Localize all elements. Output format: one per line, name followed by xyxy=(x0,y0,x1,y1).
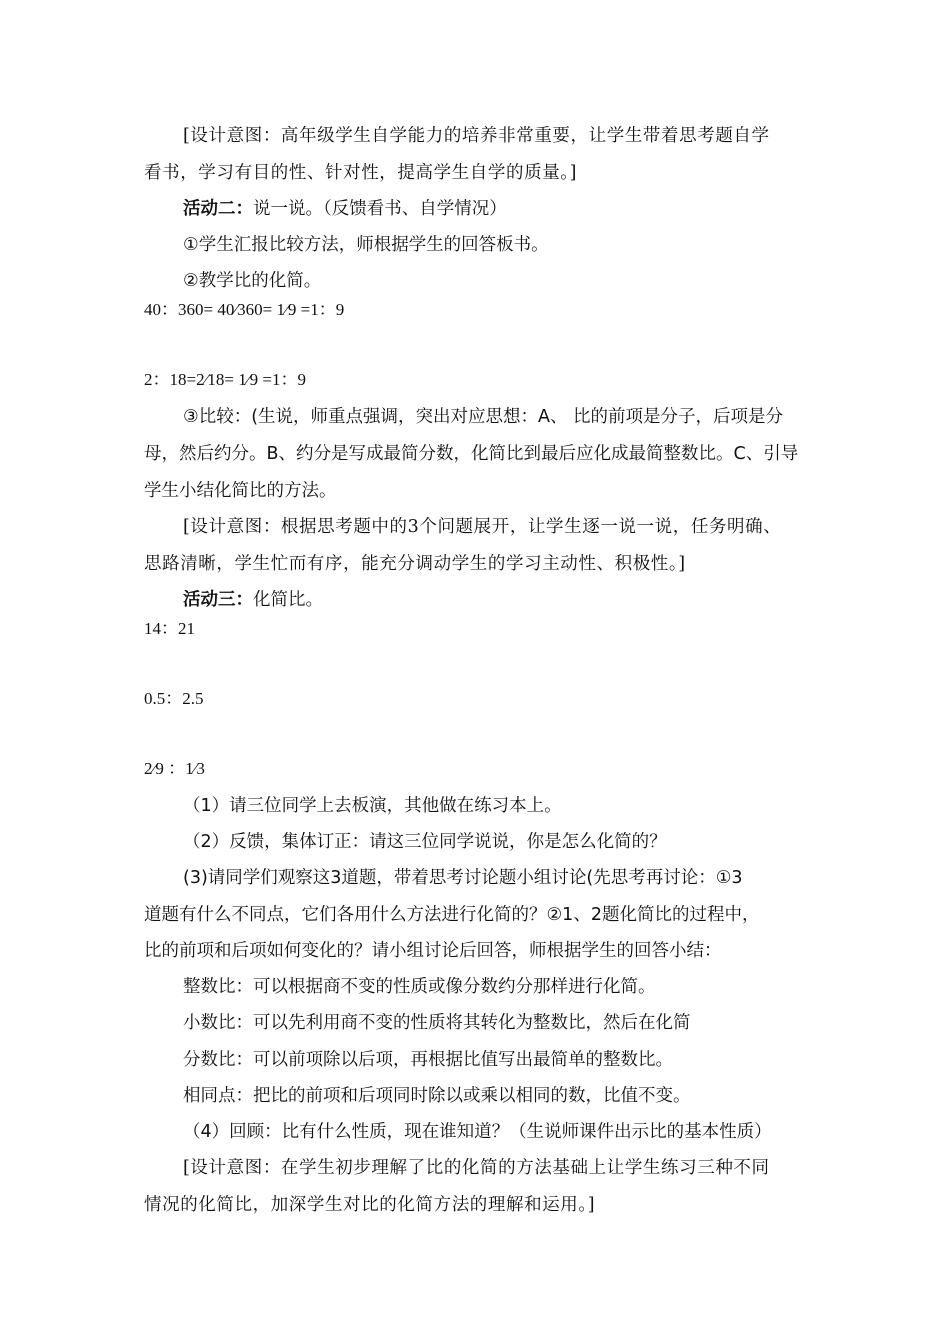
design-intent-3-line-2: 情况的化简比，加深学生对比的化简方法的理解和运用。] xyxy=(144,1195,596,1215)
design-intent-2-line-1: [设计意图：根据思考题中的3个问题展开，让学生逐一说一说，任务明确、 xyxy=(183,517,782,537)
activity-2-title: 说一说。（反馈看书、自学情况） xyxy=(253,199,507,219)
step-3-line-2: 母，然后约分。B、约分是写成最简分数，化简比到最后应化成最简整数比。C、引导 xyxy=(144,444,799,464)
activity-3-title: 化简比。 xyxy=(253,590,323,610)
item-3-line-2: 道题有什么不同点，它们各用什么方法进行化简的？②1、2题化简比的过程中， xyxy=(144,905,760,925)
design-intent-2-line-2: 思路清晰，学生忙而有序，能充分调动学生的学习主动性、积极性。] xyxy=(144,554,686,574)
item-2-line: （2）反馈，集体订正：请这三位同学说说，你是怎么化简的？ xyxy=(183,832,667,852)
activity-3-heading xyxy=(183,588,323,612)
item-4-line: （4）回顾：比有什么性质，现在谁知道？（生说师课件出示比的基本性质） xyxy=(183,1122,772,1142)
summary-decimal-ratio: 小数比：可以先利用商不变的性质将其转化为整数比，然后在化简 xyxy=(183,1013,691,1033)
exercise-3: 2⁄9 ：1⁄3 xyxy=(144,759,205,778)
step-2-line: ②教学比的化简。 xyxy=(183,271,322,291)
design-intent-3-line-1: [设计意图：在学生初步理解了比的化简的方法基础上让学生练习三种不同 xyxy=(183,1158,770,1178)
design-intent-1-line-2: 看书，学习有目的性、针对性，提高学生自学的质量。] xyxy=(144,163,578,183)
item-3-line-3: 比的前项和后项如何变化的？请小组讨论后回答，师根据学生的回答小结： xyxy=(144,941,722,961)
step-3-line-1: ③比较：(生说，师重点强调，突出对应思想：A、 比的前项是分子，后项是分 xyxy=(183,407,784,427)
step-1-line: ①学生汇报比较方法，师根据学生的回答板书。 xyxy=(183,235,549,255)
step-3-line-3: 学生小结化简比的方法。 xyxy=(144,481,337,501)
summary-integer-ratio: 整数比：可以根据商不变的性质或像分数约分那样进行化简。 xyxy=(183,977,656,997)
activity-3-label: 活动三： xyxy=(183,590,253,610)
design-intent-1-line-1: [设计意图：高年级学生自学能力的培养非常重要，让学生带着思考题自学 xyxy=(183,126,770,146)
summary-common-point: 相同点：把比的前项和后项同时除以或乘以相同的数，比值不变。 xyxy=(183,1086,691,1106)
item-1-line: （1）请三位同学上去板演，其他做在练习本上。 xyxy=(183,796,562,816)
exercise-1: 14：21 xyxy=(144,619,195,638)
example-1-equation: 40：360= 40⁄360= 1⁄9 =1：9 xyxy=(144,300,345,319)
activity-2-heading xyxy=(183,197,507,221)
item-3-line-1: (3)请同学们观察这3道题，带着思考讨论题小组讨论(先思考再讨论：①3 xyxy=(183,868,743,888)
activity-2-label: 活动二： xyxy=(183,199,253,219)
exercise-2: 0.5：2.5 xyxy=(144,689,204,708)
summary-fraction-ratio: 分数比：可以前项除以后项，再根据比值写出最简单的整数比。 xyxy=(183,1050,673,1070)
example-2-equation: 2：18=2⁄18= 1⁄9 =1：9 xyxy=(144,370,306,389)
